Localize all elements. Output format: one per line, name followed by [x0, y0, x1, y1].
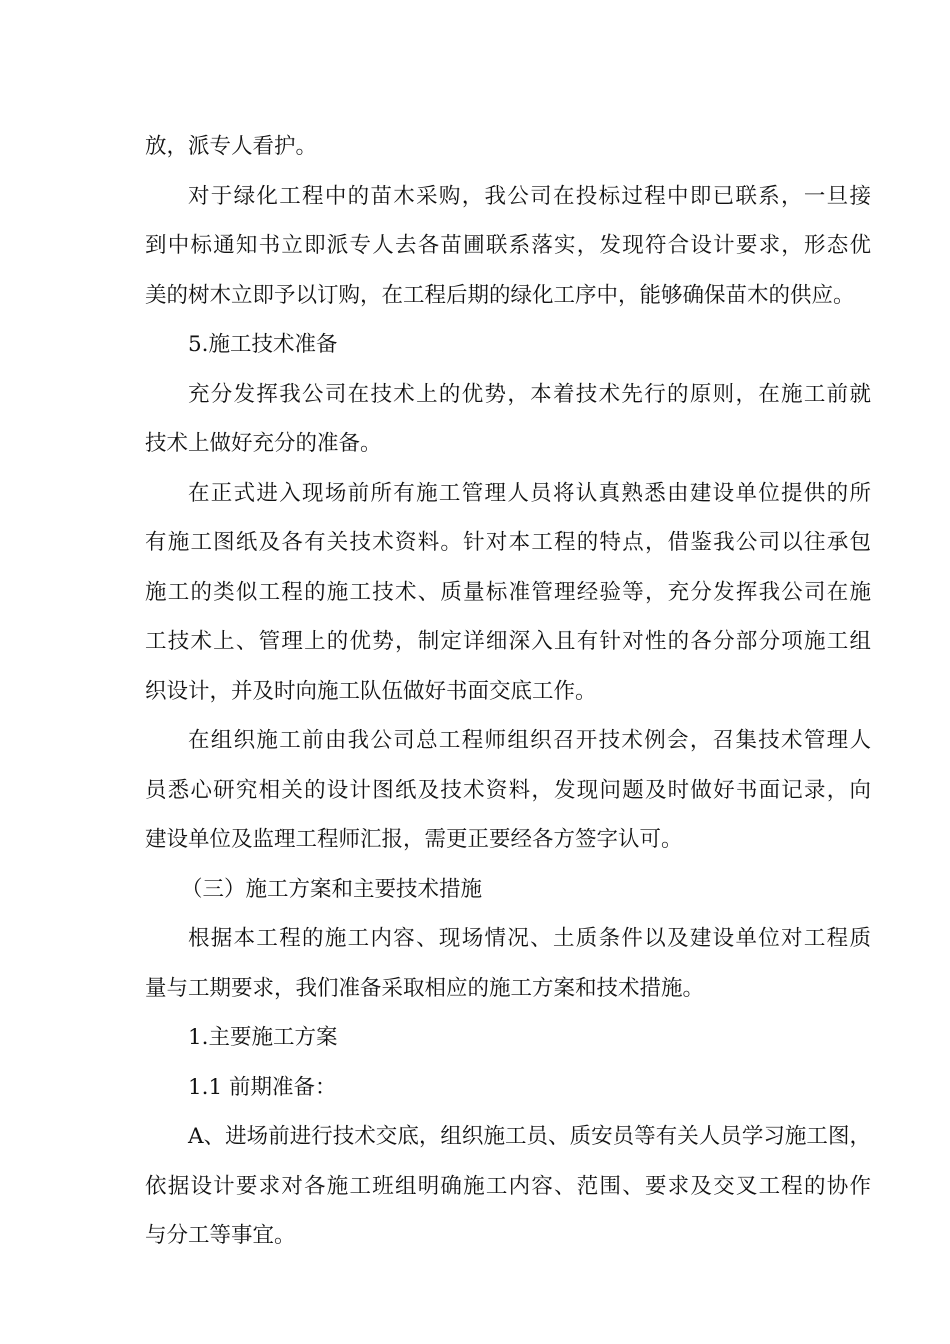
text-line: 技术上做好充分的准备。 [145, 431, 382, 456]
text-line: A、进场前进行技术交底，组织施工员、质安员等有关人员学习施工图， [188, 1124, 871, 1149]
paragraph-plan-basis [145, 914, 871, 1013]
text-line: 量与工期要求，我们准备采取相应的施工方案和技术措施。 [145, 975, 705, 1001]
text-line: 放，派专人看护。 [145, 134, 318, 159]
text-line: 美的树木立即予以订购，在工程后期的绿化工序中，能够确保苗木的供应。 [145, 282, 855, 308]
section-heading-main-plan [145, 1013, 871, 1063]
section-heading-preliminary-preparation [145, 1063, 871, 1113]
text-line: 织设计，并及时向施工队伍做好书面交底工作。 [145, 678, 597, 704]
paragraph-seedling-procurement [145, 172, 871, 321]
paragraph-technical-advantage [145, 370, 871, 469]
heading-text: 1.1 前期准备： [188, 1074, 337, 1100]
heading-text: 1.主要施工方案 [188, 1025, 338, 1050]
text-line: 到中标通知书立即派专人去各苗圃联系落实，发现符合设计要求，形态优 [145, 233, 871, 258]
text-line: 依据设计要求对各施工班组明确施工内容、范围、要求及交叉工程的协作 [145, 1173, 871, 1199]
text-line: 在正式进入现场前所有施工管理人员将认真熟悉由建设单位提供的所 [188, 480, 871, 506]
text-line: 员悉心研究相关的设计图纸及技术资料，发现问题及时做好书面记录，向 [145, 777, 871, 803]
heading-text: （三）施工方案和主要技术措施 [181, 876, 483, 902]
paragraph-continuation [145, 122, 871, 172]
paragraph-familiarize-drawings [145, 469, 871, 717]
paragraph-technical-meeting [145, 716, 871, 865]
text-line: 在组织施工前由我公司总工程师组织召开技术例会，召集技术管理人 [188, 728, 871, 753]
section-heading-technical-preparation [145, 320, 871, 370]
section-heading-construction-plan [145, 865, 871, 915]
text-line: 根据本工程的施工内容、现场情况、土质条件以及建设单位对工程质 [188, 926, 871, 951]
heading-text: 5.施工技术准备 [188, 332, 338, 357]
text-line: 建设单位及监理工程师汇报，需更正要经各方签字认可。 [145, 827, 683, 852]
text-line: 有施工图纸及各有关技术资料。针对本工程的特点，借鉴我公司以往承包 [145, 530, 871, 555]
text-line: 对于绿化工程中的苗木采购，我公司在投标过程中即已联系，一旦接 [188, 183, 871, 209]
text-line: 充分发挥我公司在技术上的优势，本着技术先行的原则，在施工前就 [188, 381, 871, 407]
document-body [145, 122, 871, 1261]
text-line: 工技术上、管理上的优势，制定详细深入且有针对性的各分部分项施工组 [145, 629, 871, 654]
paragraph-technical-briefing [145, 1112, 871, 1261]
text-line: 施工的类似工程的施工技术、质量标准管理经验等，充分发挥我公司在施 [145, 579, 871, 605]
text-line: 与分工等事宜。 [145, 1223, 296, 1248]
